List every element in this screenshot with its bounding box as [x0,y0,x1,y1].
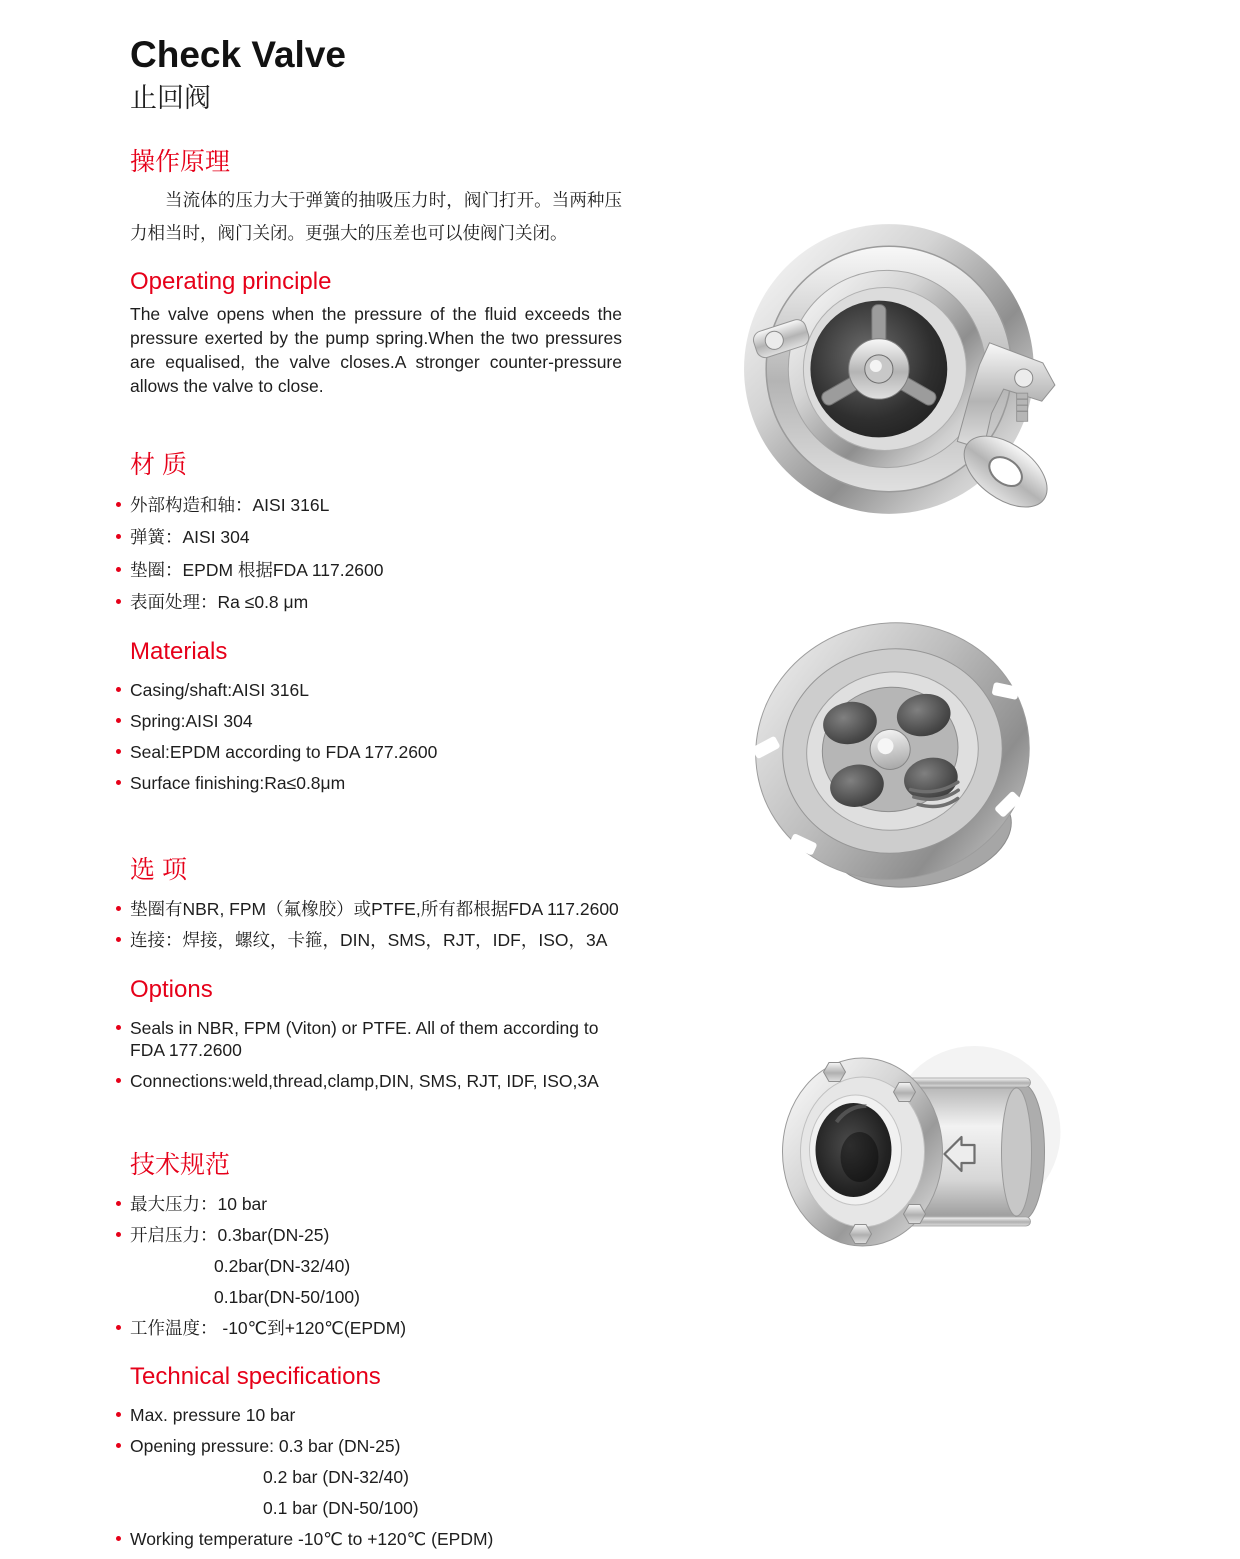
check-valve-disc-and-spring-photo [748,608,1038,900]
section-technical-specs-cn [130,1150,622,1339]
heading-options-cn: 选 项 [130,855,187,884]
materials-cn-list [130,494,622,614]
list-item: 开启压力：0.3bar(DN-25) [130,1224,622,1246]
list-item-continuation: 0.2bar(DN-32/40) [214,1256,351,1277]
list-item: Spring:AISI 304 [130,710,622,732]
page-title: Check Valve [130,34,346,75]
page-header [130,34,622,116]
list-item-continuation: 0.1 bar (DN-50/100) [263,1497,419,1518]
list-item: 连接：焊接，螺纹，卡箍，DIN，SMS，RJT，IDF，ISO，3A [130,929,622,951]
list-item: Seals in NBR, FPM (Viton) or PTFE. All of them according to FDA 177.2600 [130,1017,622,1061]
heading-technical-specs-cn: 技术规范 [130,1151,231,1180]
list-item: Max. pressure 10 bar [130,1404,622,1426]
heading-options-en: Options [130,975,213,1003]
list-item: Working temperature -10℃ to +120℃ (EPDM) [130,1528,622,1550]
list-item-continuation: 0.2 bar (DN-32/40) [263,1466,409,1487]
heading-materials-en: Materials [130,638,228,666]
list-item: Surface finishing:Ra≤0.8μm [130,772,622,794]
paragraph-operating-principle-en: The valve opens when the pressure of the fluid exceeds the pressure exerted by the pump spring.When the two pressures are equalised, the valve closes.A stronger counter-pressure allows the valve to close. [130,304,622,396]
list-item: Seal:EPDM according to FDA 177.2600 [130,741,622,763]
section-operating-principle-en [130,267,622,398]
section-operating-principle-cn [130,147,622,250]
list-item: Opening pressure: 0.3 bar (DN-25) [130,1435,622,1457]
heading-technical-specs-en: Technical specifications [130,1362,381,1390]
list-item: Casing/shaft:AISI 316L [130,679,622,701]
section-materials-cn [130,450,622,613]
list-item: 垫圈：EPDM 根据FDA 117.2600 [130,559,622,581]
list-item: 工作温度： -10℃到+120℃(EPDM) [130,1317,622,1339]
list-item: 最大压力：10 bar [130,1193,622,1215]
paragraph-operating-principle-cn: 当流体的压力大于弹簧的抽吸压力时，阀门打开。当两种压力相当时，阀门关闭。更强大的压差也可以使阀门关闭。 [130,190,622,244]
list-item: 外部构造和轴：AISI 316L [130,494,622,516]
heading-operating-principle-en: Operating principle [130,268,332,296]
section-options-cn [130,855,622,951]
list-item-continuation: 0.1bar(DN-50/100) [214,1287,360,1308]
content-column [130,34,622,1559]
section-materials-en [130,637,622,794]
heading-materials-cn: 材 质 [130,451,187,480]
list-item: 表面处理：Ra ≤0.8 μm [130,591,622,613]
materials-en-list [130,679,622,794]
section-technical-specs-en [130,1362,622,1550]
options-cn-list [130,898,622,951]
section-options-en [130,975,622,1092]
technical-specs-en-list [130,1404,622,1550]
list-item: 垫圈有NBR, FPM（氟橡胶）或PTFE,所有都根据FDA 117.2600 [130,898,622,920]
heading-operating-principle-cn: 操作原理 [130,148,231,177]
technical-specs-cn-list [130,1193,622,1339]
clamp-check-valve-front-photo [738,216,1070,528]
page-subtitle-cn: 止回阀 [130,83,211,114]
options-en-list [130,1017,622,1092]
welded-inline-check-valve-photo [760,1030,1065,1280]
list-item: Connections:weld,thread,clamp,DIN, SMS, RJT, IDF, ISO,3A [130,1070,622,1092]
list-item: 弹簧：AISI 304 [130,526,622,548]
